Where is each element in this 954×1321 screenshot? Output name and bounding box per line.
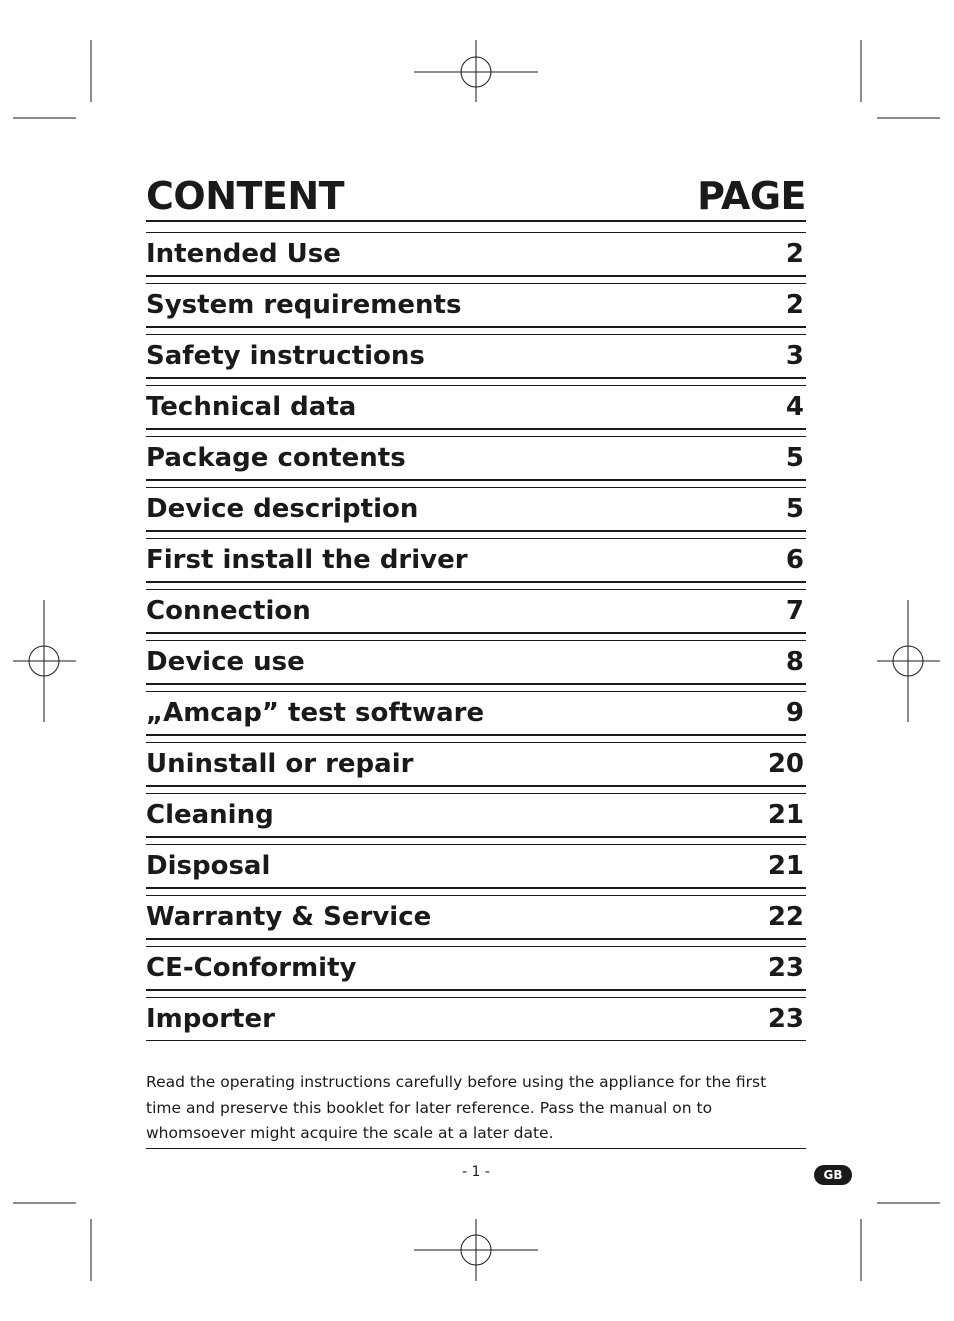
toc-title: Package contents	[146, 443, 406, 473]
toc-page: 23	[767, 1004, 804, 1034]
toc-row[interactable]	[146, 997, 806, 1041]
toc-title: Cleaning	[146, 800, 274, 830]
toc-title: Disposal	[146, 851, 271, 881]
toc-page: 21	[767, 800, 804, 830]
toc-row[interactable]	[146, 844, 806, 889]
toc-title: Safety instructions	[146, 341, 425, 371]
toc-row[interactable]	[146, 538, 806, 583]
toc-row[interactable]	[146, 232, 806, 277]
toc-row[interactable]	[146, 793, 806, 838]
table-of-contents	[146, 232, 806, 1047]
toc-row[interactable]	[146, 946, 806, 991]
toc-page: 7	[785, 596, 804, 626]
toc-page: 8	[785, 647, 804, 677]
toc-row[interactable]	[146, 640, 806, 685]
toc-title: Importer	[146, 1004, 275, 1034]
toc-row[interactable]	[146, 487, 806, 532]
toc-page: 2	[785, 290, 804, 320]
toc-header	[146, 172, 806, 222]
toc-row[interactable]	[146, 742, 806, 787]
toc-page: 5	[785, 443, 804, 473]
toc-row[interactable]	[146, 589, 806, 634]
toc-title: Uninstall or repair	[146, 749, 414, 779]
toc-row[interactable]	[146, 334, 806, 379]
toc-page: 20	[767, 749, 804, 779]
toc-title: First install the driver	[146, 545, 468, 575]
instructions-note: Read the operating instructions carefully before using the appliance for the first time and preserve this booklet for later reference. Pass the manual on to whomsoever might acquire the scale at a later date.	[146, 1073, 767, 1142]
page-heading: PAGE	[697, 174, 806, 218]
toc-row[interactable]	[146, 385, 806, 430]
toc-page: 23	[767, 953, 804, 983]
toc-row[interactable]	[146, 691, 806, 736]
content-heading: CONTENT	[146, 174, 345, 218]
toc-row[interactable]	[146, 283, 806, 328]
toc-page: 6	[785, 545, 804, 575]
toc-title: Warranty & Service	[146, 902, 432, 932]
toc-page: 21	[767, 851, 804, 881]
toc-page: 3	[785, 341, 804, 371]
toc-page: 9	[785, 698, 804, 728]
toc-title: Device use	[146, 647, 305, 677]
toc-title: System requirements	[146, 290, 462, 320]
toc-page: 22	[767, 902, 804, 932]
language-badge: GB	[814, 1165, 852, 1185]
toc-title: Technical data	[146, 392, 357, 422]
toc-title: „Amcap” test software	[146, 698, 485, 728]
toc-title: Intended Use	[146, 239, 341, 269]
toc-row[interactable]	[146, 436, 806, 481]
toc-row[interactable]	[146, 895, 806, 940]
page-number: - 1 -	[462, 1164, 490, 1180]
toc-page: 2	[785, 239, 804, 269]
divider	[146, 1148, 806, 1149]
toc-page: 4	[785, 392, 804, 422]
toc-title: Device description	[146, 494, 419, 524]
toc-page: 5	[785, 494, 804, 524]
toc-title: CE-Conformity	[146, 953, 357, 983]
toc-title: Connection	[146, 596, 311, 626]
